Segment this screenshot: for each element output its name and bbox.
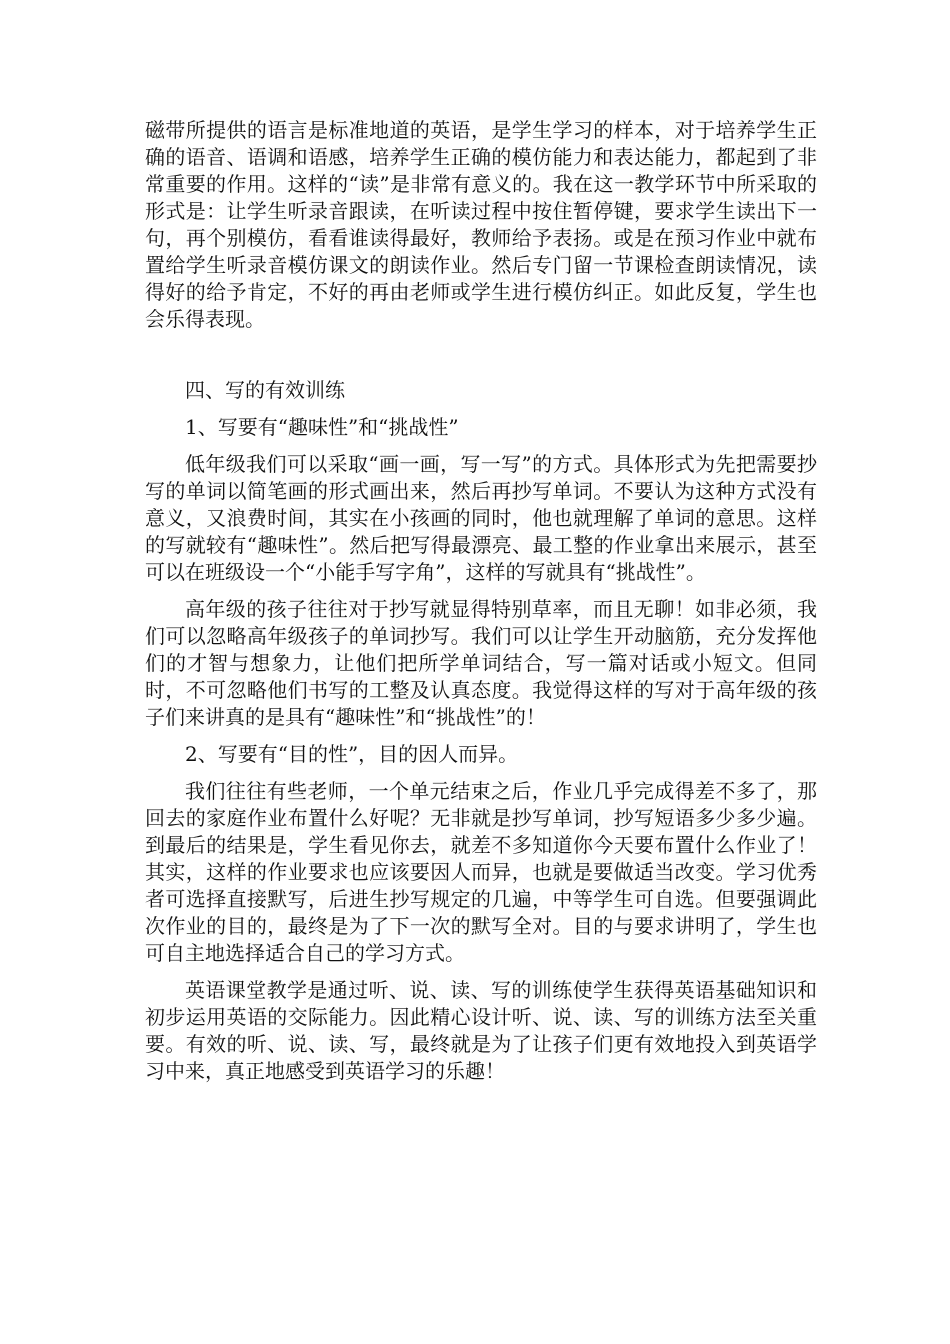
paragraph-lower-grades: 低年级我们可以采取“画一画，写一写”的方式。具体形式为先把需要抄写的单词以简笔画的形式画出来，然后再抄写单词。不要认为这种方式没有意义，又浪费时间，其实在小孩画的同时，他也就理解了单词的意思。这样的写就较有“趣味性”。然后把写得最漂亮、最工整的作业拿出来展示，甚至可以在班级设一个“小能手写字角”，这样的写就具有“挑战性”。 xyxy=(145,452,817,584)
paragraph-conclusion: 英语课堂教学是通过听、说、读、写的训练使学生获得英语基础知识和初步运用英语的交际能力。因此精心设计听、说、读、写的训练方法至关重要。有效的听、说、读、写，最终就是为了让孩子们更有效地投入到英语学习中来，真正地感受到英语学习的乐趣！ xyxy=(145,978,817,1083)
section-spacer xyxy=(145,343,817,377)
section-heading: 四、写的有效训练 xyxy=(185,378,345,402)
paragraph-homework: 我们往往有些老师，一个单元结束之后，作业几乎完成得差不多了，那回去的家庭作业布置什么好呢？无非就是抄写单词，抄写短语多少多少遍。到最后的结果是，学生看见你去，就差不多知道你今天要布置什么作业了！其实，这样的作业要求也应该要因人而异，也就是要做适当改变。学习优秀者可选择直接默写，后进生抄写规定的几遍，中等学生可自选。但要强调此次作业的目的，最终是为了下一次的默写全对。目的与要求讲明了，学生也可自主地选择适合自己的学习方式。 xyxy=(145,779,817,965)
subheading-purpose: 2、写要有“目的性”，目的因人而异。 xyxy=(185,742,519,766)
intro-paragraph: 磁带所提供的语言是标准地道的英语，是学生学习的样本，对于培养学生正确的语音、语调和语感，培养学生正确的模仿能力和表达能力，都起到了非常重要的作用。这样的“读”是非常有意义的。我在这一教学环节中所采取的形式是：让学生听录音跟读，在听读过程中按住暂停键，要求学生读出下一句，再个别模仿，看看谁读得最好，教师给予表扬。或是在预习作业中就布置给学生听录音模仿课文的朗读作业。然后专门留一节课检查朗读情况，读得好的给予肯定，不好的再由老师或学生进行模仿纠正。如此反复，学生也会乐得表现。 xyxy=(145,118,817,331)
paragraph-higher-grades: 高年级的孩子往往对于抄写就显得特别草率，而且无聊！如非必须，我们可以忽略高年级孩子的单词抄写。我们可以让学生开动脑筋，充分发挥他们的才智与想象力，让他们把所学单词结合，写一篇对话或小短文。但同时，不可忽略他们书写的工整及认真态度。我觉得这样的写对于高年级的孩子们来讲真的是具有“趣味性”和“挑战性”的！ xyxy=(145,597,817,729)
subheading-interest-challenge: 1、写要有“趣味性”和“挑战性” xyxy=(185,415,459,439)
document-page xyxy=(145,117,817,1095)
